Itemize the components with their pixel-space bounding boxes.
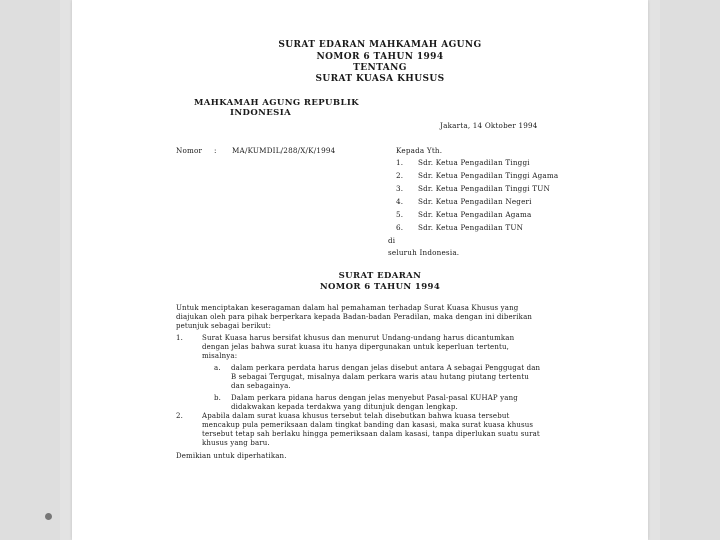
addressee-num: 6. (396, 223, 404, 232)
addressee-item: Sdr. Ketua Pengadilan Tinggi TUN (418, 184, 550, 193)
background-right-band (660, 0, 720, 540)
closing-line: Demikian untuk diperhatikan. (176, 452, 287, 460)
intro-line: diajukan oleh para pihak berperkara kepada Badan-badan Peradilan, maka dengan ini diberikan (176, 313, 533, 321)
addressee-num: 5. (396, 210, 404, 219)
addressee-item: Sdr. Ketua Pengadilan Negeri (418, 197, 532, 206)
point-line: mencakup pula pemeriksaan dalam tingkat banding dan kasasi, maka surat kuasa khusus (202, 421, 534, 429)
point-line: Apabila dalam surat kuasa khusus tersebut telah disebutkan bahwa kuasa tersebut (202, 412, 510, 420)
addressee-num: 2. (396, 171, 404, 180)
background-left-band (0, 0, 60, 540)
subheading-line-2: NOMOR 6 TAHUN 1994 (319, 282, 441, 292)
addressee-num: 3. (396, 184, 404, 193)
point-line: tersebut tetap sah berlaku hingga pemeriksaan dalam kasasi, tanpa diperlukan suatu surat (202, 430, 540, 438)
sub-point-label: b. (214, 394, 222, 402)
number-value: MA/KUMDIL/288/X/K/1994 (232, 146, 336, 155)
intro-line: Untuk menciptakan keseragaman dalam hal pemahaman terhadap Surat Kuasa Khusus yang (176, 304, 519, 312)
point-line: khusus yang baru. (202, 439, 270, 447)
sub-point-label: a. (214, 364, 221, 372)
addressee-intro: Kepada Yth. (396, 146, 443, 155)
slide-bullet-icon (45, 513, 52, 520)
addressee-num: 1. (396, 158, 404, 167)
addressee-item: Sdr. Ketua Pengadilan Tinggi Agama (418, 171, 559, 180)
point-number: 2. (176, 412, 183, 420)
title-line-4: SURAT KUASA KHUSUS (315, 74, 445, 84)
sub-point-line: Dalam perkara pidana harus dengan jelas menyebut Pasal-pasal KUHAP yang (231, 394, 518, 402)
point-line: dengan jelas bahwa surat kuasa itu hanya dipergunakan untuk keperluan tertentu, (202, 343, 509, 351)
point-line: Surat Kuasa harus bersifat khusus dan menurut Undang-undang harus dicantumkan (202, 334, 515, 342)
subheading-line-1: SURAT EDARAN (338, 271, 422, 281)
number-separator: : (214, 146, 217, 155)
number-label: Nomor (176, 146, 203, 155)
title-line-3: TENTANG (353, 63, 407, 73)
point-line: misalnya: (202, 352, 238, 360)
addressee-di: di (388, 236, 396, 245)
sub-point-line: B sebagai Tergugat, misalnya dalam perkara waris atau hutang piutang tertentu (231, 373, 529, 381)
sub-point-line: dan sebagainya. (231, 382, 291, 390)
issuer-line-1: MAHKAMAH AGUNG REPUBLIK (194, 98, 359, 108)
title-line-2: NOMOR 6 TAHUN 1994 (316, 52, 444, 62)
sub-point-line: dalam perkara perdata harus dengan jelas disebut antara A sebagai Penggugat dan (231, 364, 541, 372)
sub-point-line: didakwakan kepada terdakwa yang ditunjuk dengan lengkap. (231, 403, 458, 411)
addressee-item: Sdr. Ketua Pengadilan Agama (418, 210, 532, 219)
letter-date: Jakarta, 14 Oktober 1994 (440, 121, 538, 130)
addressee-item: Sdr. Ketua Pengadilan Tinggi (418, 158, 530, 167)
addressee-location: seluruh Indonesia. (388, 248, 460, 257)
addressee-num: 4. (396, 197, 404, 206)
document-page (72, 0, 648, 540)
intro-line: petunjuk sebagai berikut: (176, 322, 271, 330)
issuer-line-2: INDONESIA (230, 108, 292, 118)
point-number: 1. (176, 334, 183, 342)
addressee-item: Sdr. Ketua Pengadilan TUN (418, 223, 524, 232)
title-line-1: SURAT EDARAN MAHKAMAH AGUNG (278, 40, 482, 50)
